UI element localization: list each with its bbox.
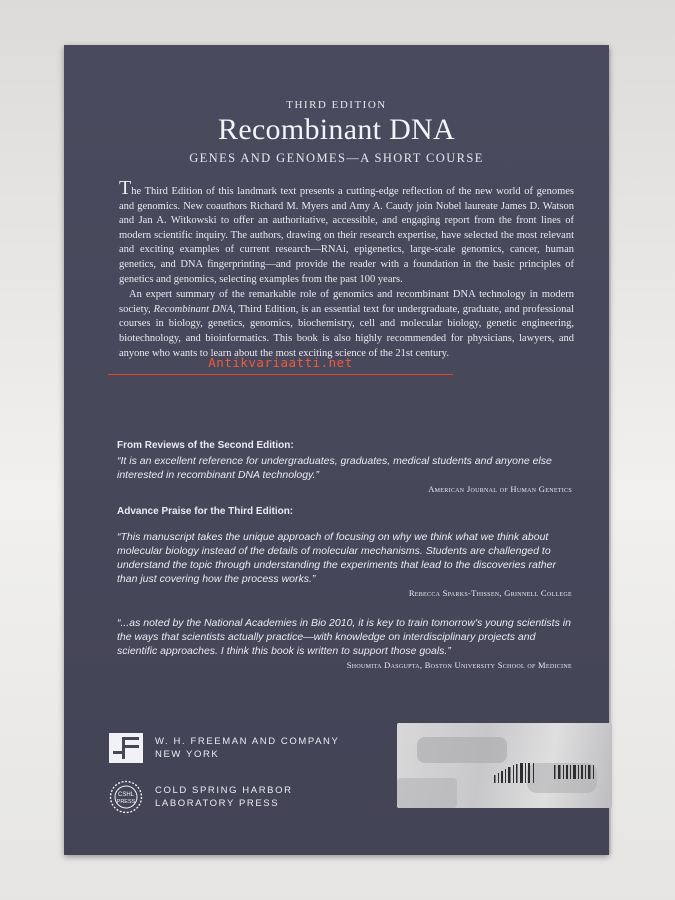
freeman-text xyxy=(155,735,339,761)
description-paragraph-1 xyxy=(119,177,574,287)
svg-text:PRESS: PRESS xyxy=(116,799,136,805)
book-description xyxy=(119,177,574,361)
description-paragraph-2-start: An expert summary of the remarkable role of genomics and recombinant DNA technology in modern society, xyxy=(119,289,574,315)
freeman-publisher xyxy=(109,733,339,763)
praise-quote-2-text: “...as noted by the National Academies in Bio 2010, it is key to train tomorrow's young scientists in the ways that scientists actually practice—with knowledge on interdisciplinary projects and scientific approaches. I think this book is written to support those goals.” xyxy=(117,617,571,657)
description-paragraph-2 xyxy=(119,288,574,361)
praise-quote-1-text: “This manuscript takes the unique approach of focusing on why we think what we think about molecular biology instead of the details of molecular mechanisms. Students are challenged to understand the topic through understanding the experiments that lead to the discoveries rather than just covering how the process works.” xyxy=(117,531,556,585)
cshl-logo-text: CSHL xyxy=(117,792,135,798)
description-paragraph-2-end: Third Edition, is an essential text for undergraduate, graduate, and professional courses in biology, genetics, genomics, biochemistry, cell and molecular biology, genetic engineering, biotechnology, and bioinformatics. This book is also highly recommended for physicians, lawyers, and anyone who wants to learn about the most exciting science of the 21st century. xyxy=(119,303,574,359)
cshl-name-line2: LABORATORY PRESS xyxy=(155,798,280,809)
watermark-banner xyxy=(108,354,453,375)
description-paragraph-2-title: Recombinant DNA, xyxy=(153,303,236,315)
third-edition-heading-block xyxy=(117,506,293,520)
praise-quote-2 xyxy=(117,616,572,670)
cshl-logo-icon xyxy=(109,780,143,814)
book-back-cover xyxy=(64,45,609,855)
cshl-name-line1: COLD SPRING HARBOR xyxy=(155,785,293,796)
cshl-publisher xyxy=(109,780,293,814)
second-edition-quote: “It is an excellent reference for undergraduates, graduates, medical students and anyone else interested in recombinant DNA technology.” xyxy=(117,455,552,481)
praise-quote-2-source: Shoumita Dasgupta, Boston University School of Medicine xyxy=(346,660,572,670)
barcode-icon xyxy=(492,761,602,785)
watermark-text: Antikvariaatti.net xyxy=(208,355,353,370)
book-subtitle: GENES AND GENOMES—A SHORT COURSE xyxy=(189,151,484,165)
praise-quote-1-source: Rebecca Sparks-Thissen, Grinnell College xyxy=(408,588,572,598)
description-paragraph-1-text: he Third Edition of this landmark text presents a cutting-edge reflection of the new world of genomes and genomics. New coauthors Richard M. Myers and Amy A. Caudy join Nobel laureate James D. Watson and Jan A. Witkowski to offer an authoritative, accessible, and engaging report from the front lines of modern scientific inquiry. The authors, drawing on their research expertise, have selected the most relevant and exciting examples of current research—RNAi, epigenetics, large-scale genomics, cancer, human genetics, and DNA fingerprinting—and provide the reader with a foundation in the basic principles of genetics and genomics, selecting examples from the past 100 years. xyxy=(119,186,574,285)
second-edition-source: American Journal of Human Genetics xyxy=(428,484,572,494)
cshl-text xyxy=(155,784,293,810)
freeman-name: W. H. FREEMAN AND COMPANY xyxy=(155,736,340,747)
second-edition-heading: From Reviews of the Second Edition: xyxy=(117,440,294,451)
second-edition-review xyxy=(117,440,572,494)
third-edition-heading: Advance Praise for the Third Edition: xyxy=(117,506,294,517)
book-title: Recombinant DNA xyxy=(218,113,455,146)
edition-label: THIRD EDITION xyxy=(286,99,387,111)
barcode-sticker-remnant xyxy=(397,723,612,808)
praise-quote-1 xyxy=(117,530,572,598)
drop-cap: T xyxy=(119,177,132,199)
freeman-city: NEW YORK xyxy=(155,749,220,760)
freeman-logo-icon xyxy=(109,733,143,763)
